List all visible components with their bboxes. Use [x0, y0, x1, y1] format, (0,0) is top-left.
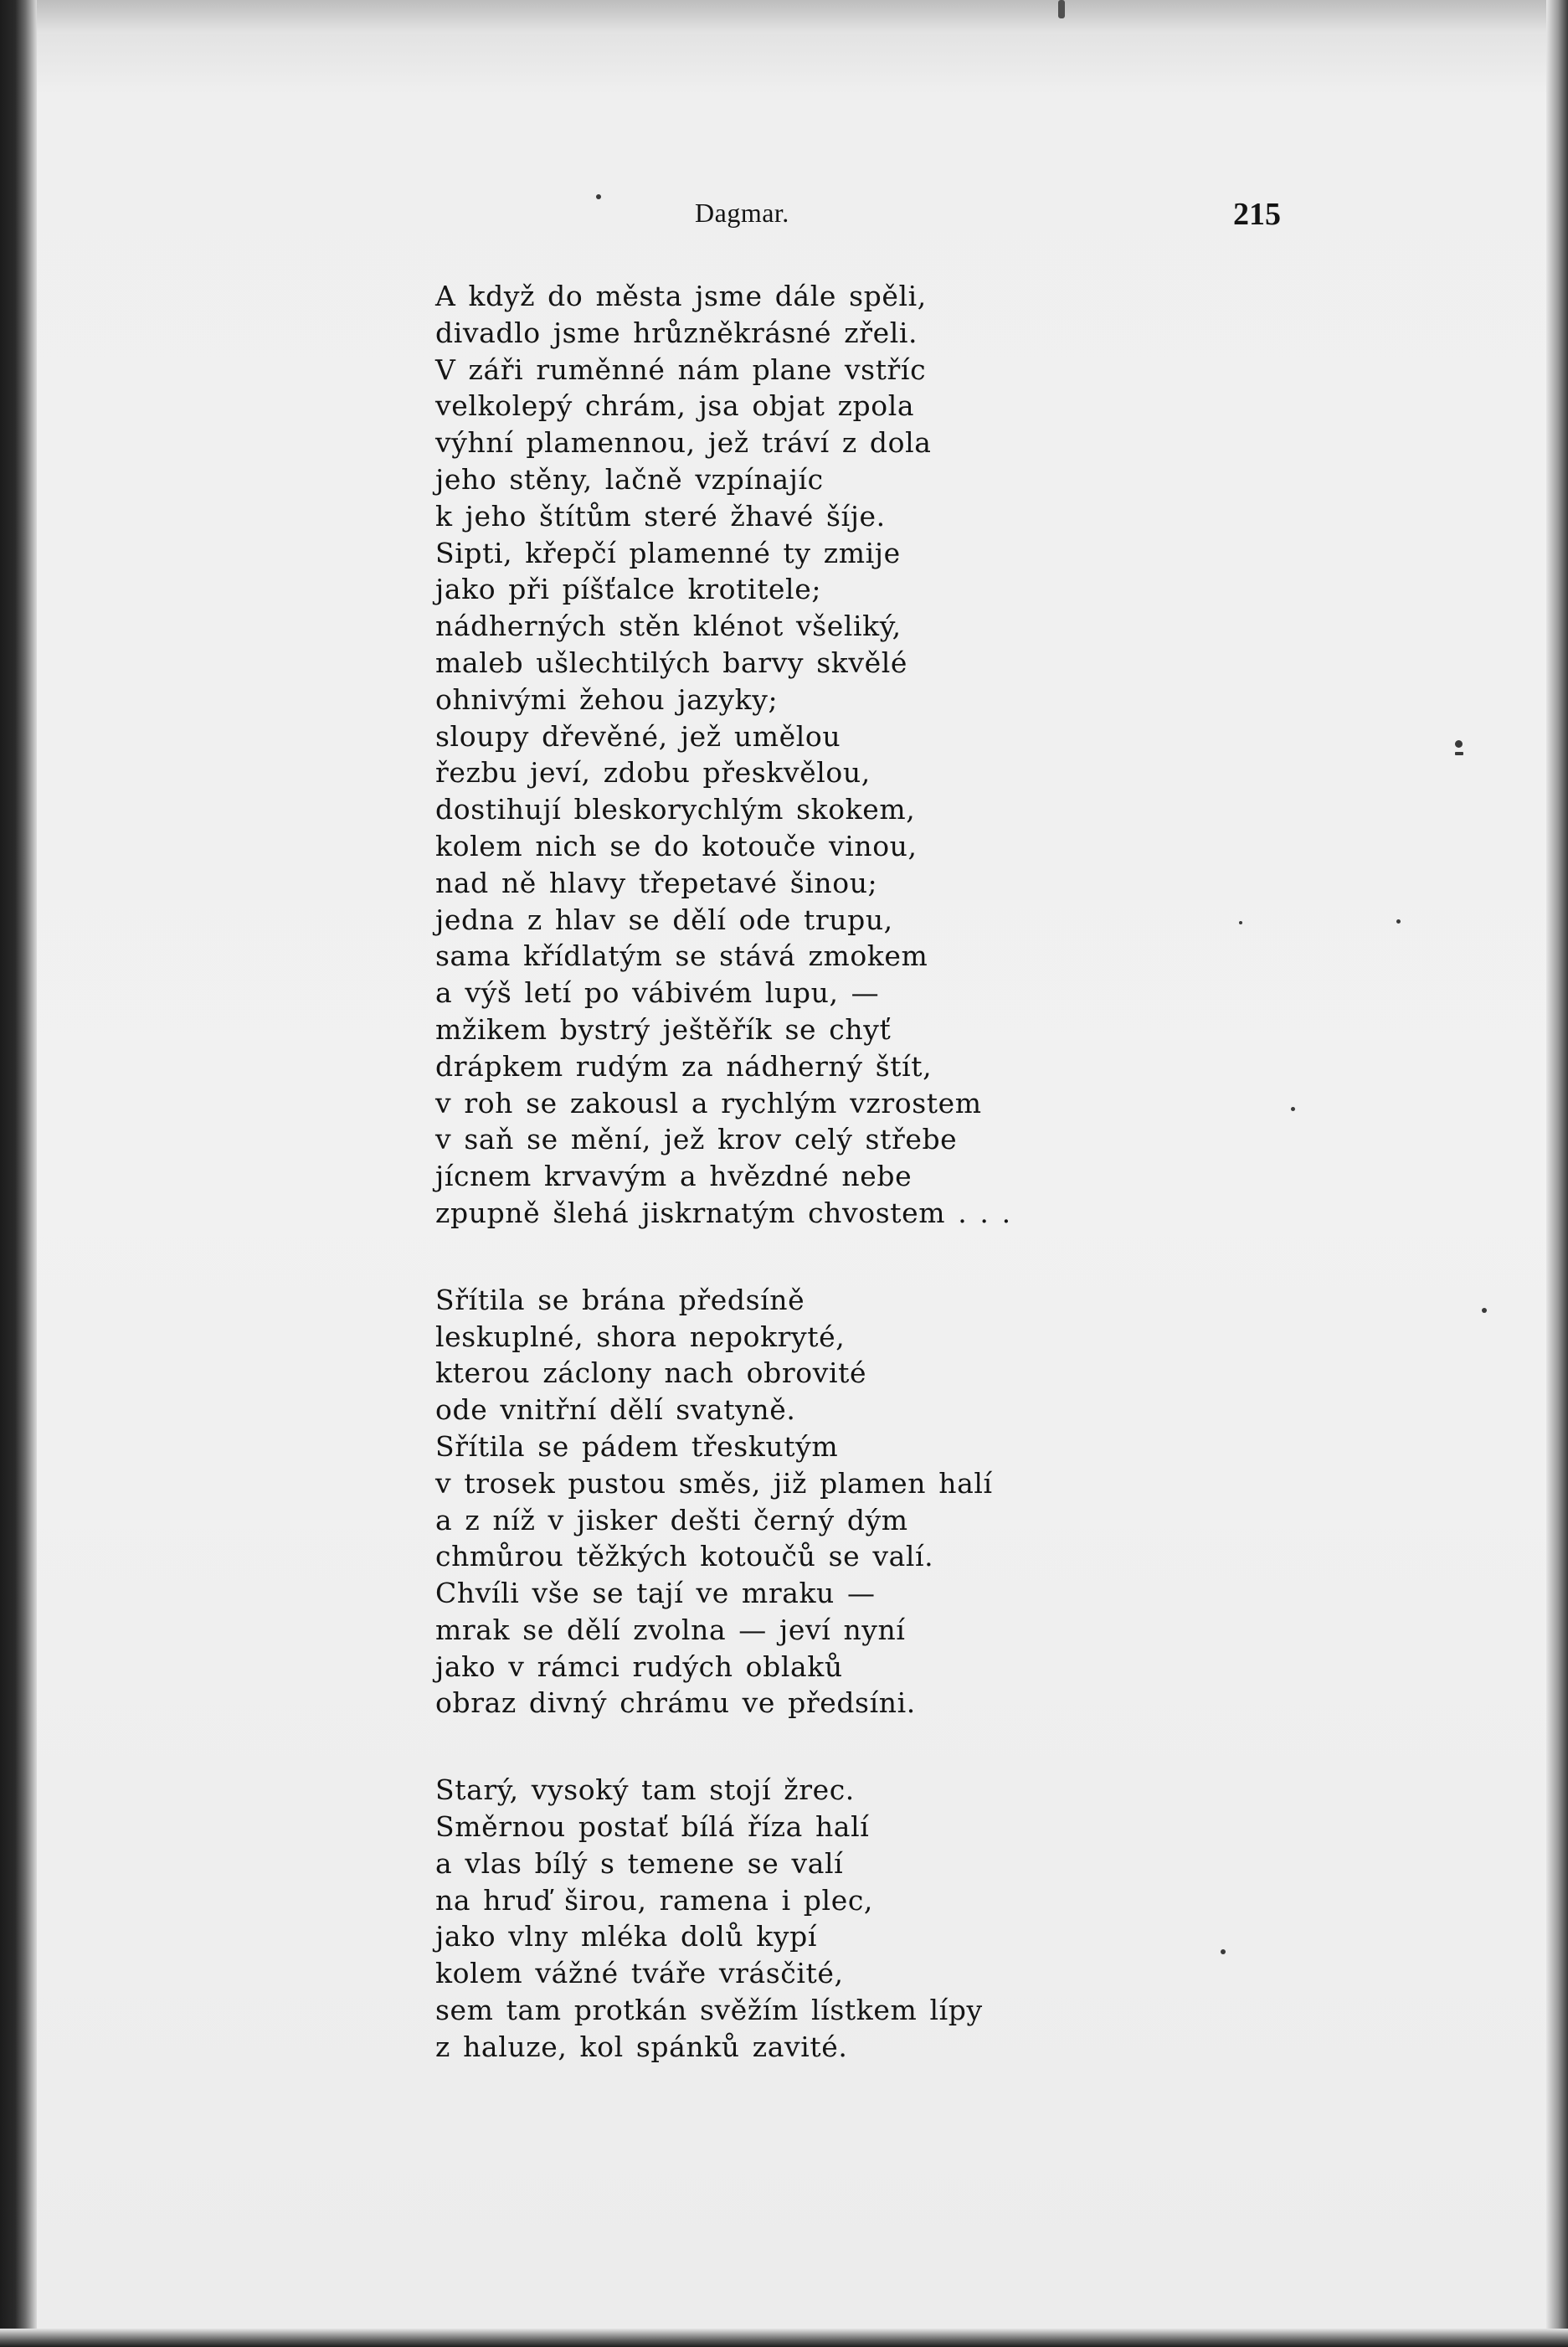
verse-line: a z níž v jisker dešti černý dým — [435, 1503, 908, 1536]
verse-line: z haluze, kol spánků zavité. — [435, 2030, 848, 2063]
verse-line: leskuplné, shora nepokryté, — [435, 1320, 846, 1353]
verse-line: k jeho štítům steré žhavé šíje. — [435, 499, 886, 533]
verse-line: v roh se zakousl a rychlým vzrostem — [435, 1086, 982, 1119]
verse-line: ohnivými žehou jazyky; — [435, 682, 779, 716]
verse-line: A když do města jsme dále spěli, — [435, 280, 927, 312]
scan-right-edge — [1546, 0, 1568, 2347]
verse-line: Sřítila se brána předsíně — [435, 1283, 805, 1316]
verse-line: Sipti, křepčí plamenné ty zmije — [435, 536, 901, 569]
verse-line: ode vnitřní dělí svatyně. — [435, 1393, 796, 1427]
verse-line: drápkem rudým za nádherný štít, — [435, 1049, 933, 1083]
verse-line: jako v rámci rudých oblaků — [435, 1650, 843, 1683]
verse-line: mžikem bystrý ještěřík se chyť — [435, 1012, 892, 1046]
verse-line: v trosek pustou směs, již plamen halí — [435, 1466, 993, 1500]
scan-top-edge — [0, 0, 1568, 33]
page-header — [435, 198, 1281, 244]
verse-line: Sřítila se pádem třeskutým — [435, 1429, 839, 1463]
verse-line: v saň se mění, jež krov celý střebe — [435, 1123, 958, 1156]
verse-line: nádherných stěn klénot všeliký, — [435, 610, 902, 643]
verse-line: nad ně hlavy třepetavé šinou; — [435, 866, 878, 899]
verse-line: a vlas bílý s temene se valí — [435, 1846, 844, 1880]
dust-speck — [1058, 0, 1065, 18]
verse-line: zpupně šlehá jiskrnatým chvostem . . . — [435, 1196, 1011, 1229]
verse-line: jícnem krvavým a hvězdné nebe — [435, 1160, 913, 1193]
verse-line: mrak se dělí zvolna — jeví nyní — [435, 1613, 906, 1646]
dust-speck — [1482, 1308, 1487, 1313]
verse-line: jako při píšťalce krotitele; — [435, 573, 822, 606]
verse-line: výhní plamennou, jež tráví z dola — [435, 426, 932, 460]
stanza — [435, 1772, 1406, 2065]
verse-line: obraz divný chrámu ve předsíni. — [435, 1686, 916, 1720]
verse-line: sloupy dřevěné, jež umělou — [435, 719, 841, 753]
verse-line: jako vlny mléka dolů kypí — [435, 1920, 817, 1953]
verse-line: chmůrou těžkých kotoučů se valí. — [435, 1540, 934, 1573]
verse-line: Směrnou postať bílá říza halí — [435, 1810, 870, 1844]
stanza — [435, 278, 1406, 1232]
verse-line: sem tam protkán svěžím lístkem lípy — [435, 1994, 983, 2027]
verse-line: jedna z hlav se dělí ode trupu, — [435, 903, 893, 936]
dust-speck — [1455, 740, 1463, 748]
verse-line: řezbu jeví, zdobu přeskvělou, — [435, 756, 871, 790]
verse-line: V záři ruměnné nám plane vstříc — [435, 353, 927, 386]
verse-line: sama křídlatým se stává zmokem — [435, 939, 928, 973]
dust-speck — [1455, 752, 1463, 755]
running-title: Dagmar. — [695, 198, 789, 228]
stanza — [435, 1282, 1406, 1722]
verse-line: kolem vážné tváře vrásčité, — [435, 1957, 844, 1990]
scan-left-edge — [0, 0, 37, 2347]
scan-bottom-edge — [0, 2329, 1568, 2347]
verse-line: Starý, vysoký tam stojí žrec. — [435, 1773, 855, 1807]
verse-line: na hruď širou, ramena i plec, — [435, 1883, 873, 1917]
verse-line: kterou záclony nach obrovité — [435, 1356, 867, 1390]
verse-line: Chvíli vše se tají ve mraku — — [435, 1577, 876, 1610]
verse-line: jeho stěny, lačně vzpínajíc — [435, 462, 824, 496]
verse-line: velkolepý chrám, jsa objat zpola — [435, 389, 915, 423]
verse-line: a výš letí po vábivém lupu, — — [435, 976, 880, 1010]
poem-text — [435, 278, 1406, 2066]
verse-line: dostihují bleskorychlým skokem, — [435, 793, 916, 826]
page-number: 215 — [1233, 197, 1281, 232]
verse-line: maleb ušlechtilých barvy skvělé — [435, 646, 908, 679]
verse-line: divadlo jsme hrůzněkrásné zřeli. — [435, 316, 918, 349]
verse-line: kolem nich se do kotouče vinou, — [435, 829, 918, 862]
